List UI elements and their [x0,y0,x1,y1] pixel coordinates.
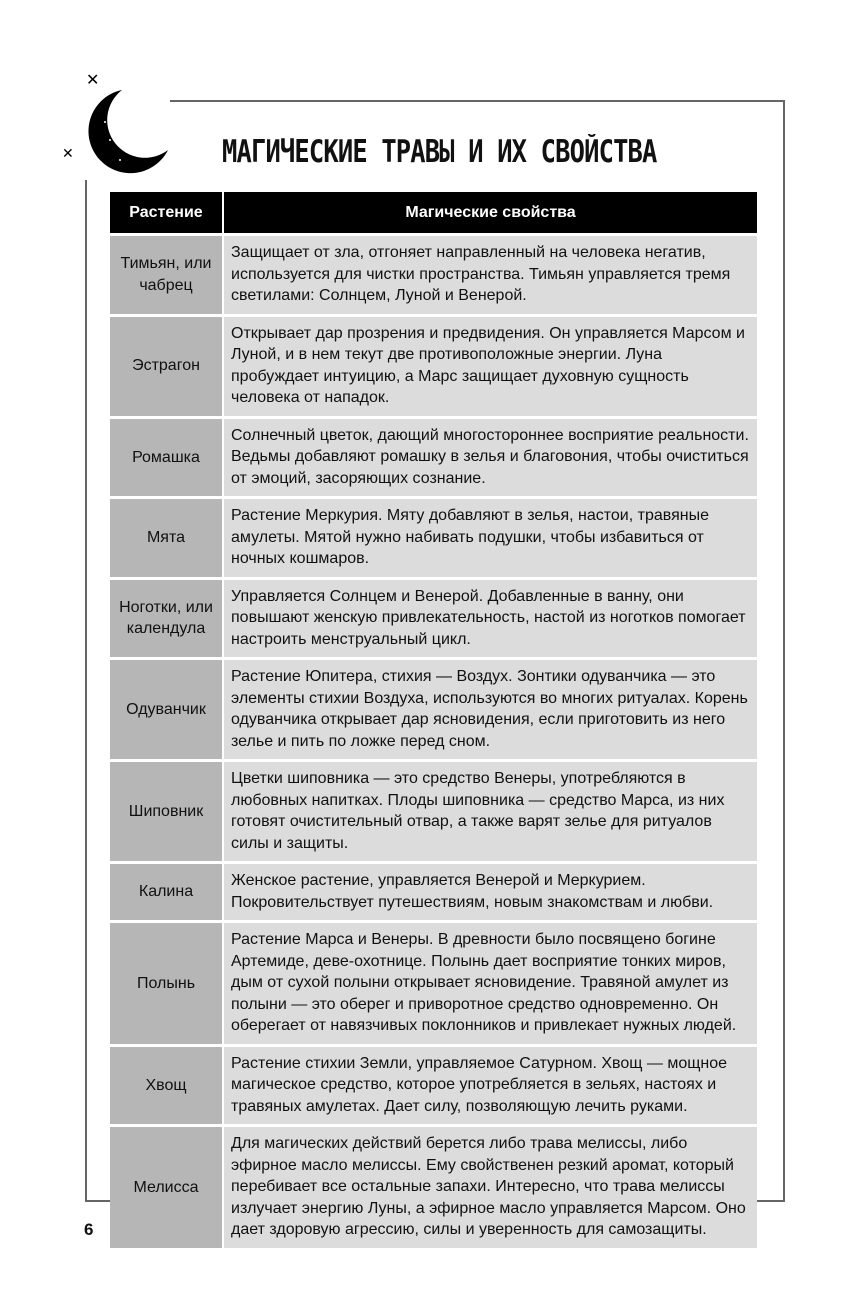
plant-name: Мелисса [110,1127,224,1248]
svg-text:✕: ✕ [62,146,74,162]
plant-name: Ноготки, или календула [110,580,224,658]
plant-properties: Растение стихии Земли, управляемое Сатурном. Хвощ — мощное магическое средство, которое употребляется в зельях, настоях и травяных амулетах. Дает силу, позволяющую лечить руками. [224,1047,757,1125]
plant-properties: Солнечный цветок, дающий многостороннее восприятие реальности. Ведьмы добавляют ромашку в зелья и благовония, чтобы очиститься от эмоций, засоряющих сознание. [224,419,757,497]
plant-properties: Защищает от зла, отгоняет направленный на человека негатив, используется для чистки пространства. Тимьян управляется тремя светилами: Солнцем, Луной и Венерой. [224,236,757,314]
plant-name: Одуванчик [110,660,224,759]
table-row [110,499,757,577]
plant-properties: Растение Марса и Венеры. В древности было посвящено богине Артемиде, деве-охотнице. Полынь дает восприятие тонких миров, дым от сухой полыни открывает ясновидение. Травяной амулет из полыни — это оберег и приворотное средство одновременно. Он оберегает от навязчивых поклонников и привлекает нужных людей. [224,923,757,1044]
plant-name: Шиповник [110,762,224,861]
plant-properties: Открывает дар прозрения и предвидения. Он управляется Марсом и Луной, и в нем текут две противоположные энергии. Луна пробуждает интуицию, а Марс защищает духовную сущность человека от нападок. [224,317,757,416]
table-row [110,1127,757,1248]
plant-name: Тимьян, или чабрец [110,236,224,314]
plant-name: Полынь [110,923,224,1044]
frame-left-line [85,180,87,1202]
plant-properties: Женское растение, управляется Венерой и Меркурием. Покровительствует путешествиям, новым знакомствам и любви. [224,864,757,920]
table-row [110,660,757,759]
table-row [110,1047,757,1125]
plant-properties: Управляется Солнцем и Венерой. Добавленные в ванну, они повышают женскую привлекательность, настой из ноготков помогает настроить менструальный цикл. [224,580,757,658]
plant-properties: Для магических действий берется либо трава мелиссы, либо эфирное масло мелиссы. Ему свойственен резкий аромат, который перебивает все остальные запахи. Интересно, что трава мелиссы излучает энергию Луны, а эфирное масло управляется Марсом. Оно дает здоровую агрессию, силы и уверенность для самозащиты. [224,1127,757,1248]
table-row [110,864,757,920]
herbs-table [110,189,757,1251]
plant-properties: Растение Юпитера, стихия — Воздух. Зонтики одуванчика — это элементы стихии Воздуха, используются во многих ритуалах. Корень одуванчика открывает дар ясновидения, если приготовить из него зелье и пить по ложке перед сном. [224,660,757,759]
plant-name: Калина [110,864,224,920]
table-row [110,236,757,314]
svg-text:✕: ✕ [86,70,100,89]
table-header-row [110,192,757,233]
plant-properties: Растение Меркурия. Мяту добавляют в зелья, настои, травяные амулеты. Мятой нужно набивать подушки, чтобы избавиться от ночных кошмаров. [224,499,757,577]
frame-top-line [170,100,785,102]
table-row [110,580,757,658]
header-properties: Магические свойства [224,192,757,233]
plant-name: Эстрагон [110,317,224,416]
page-number: 6 [84,1220,94,1239]
crescent-moon-icon [60,70,170,180]
table-row [110,762,757,861]
header-plant: Растение [110,192,224,233]
page-title: МАГИЧЕСКИЕ ТРАВЫ И ИХ СВОЙСТВА [222,134,657,170]
frame-right-line [783,100,785,1202]
table-row [110,317,757,416]
plant-name: Хвощ [110,1047,224,1125]
table-row [110,419,757,497]
plant-properties: Цветки шиповника — это средство Венеры, употребляются в любовных напитках. Плоды шиповника — средство Марса, из них готовят очистительный отвар, а также варят зелье для ритуалов силы и защиты. [224,762,757,861]
plant-name: Ромашка [110,419,224,497]
plant-name: Мята [110,499,224,577]
table-row [110,923,757,1044]
